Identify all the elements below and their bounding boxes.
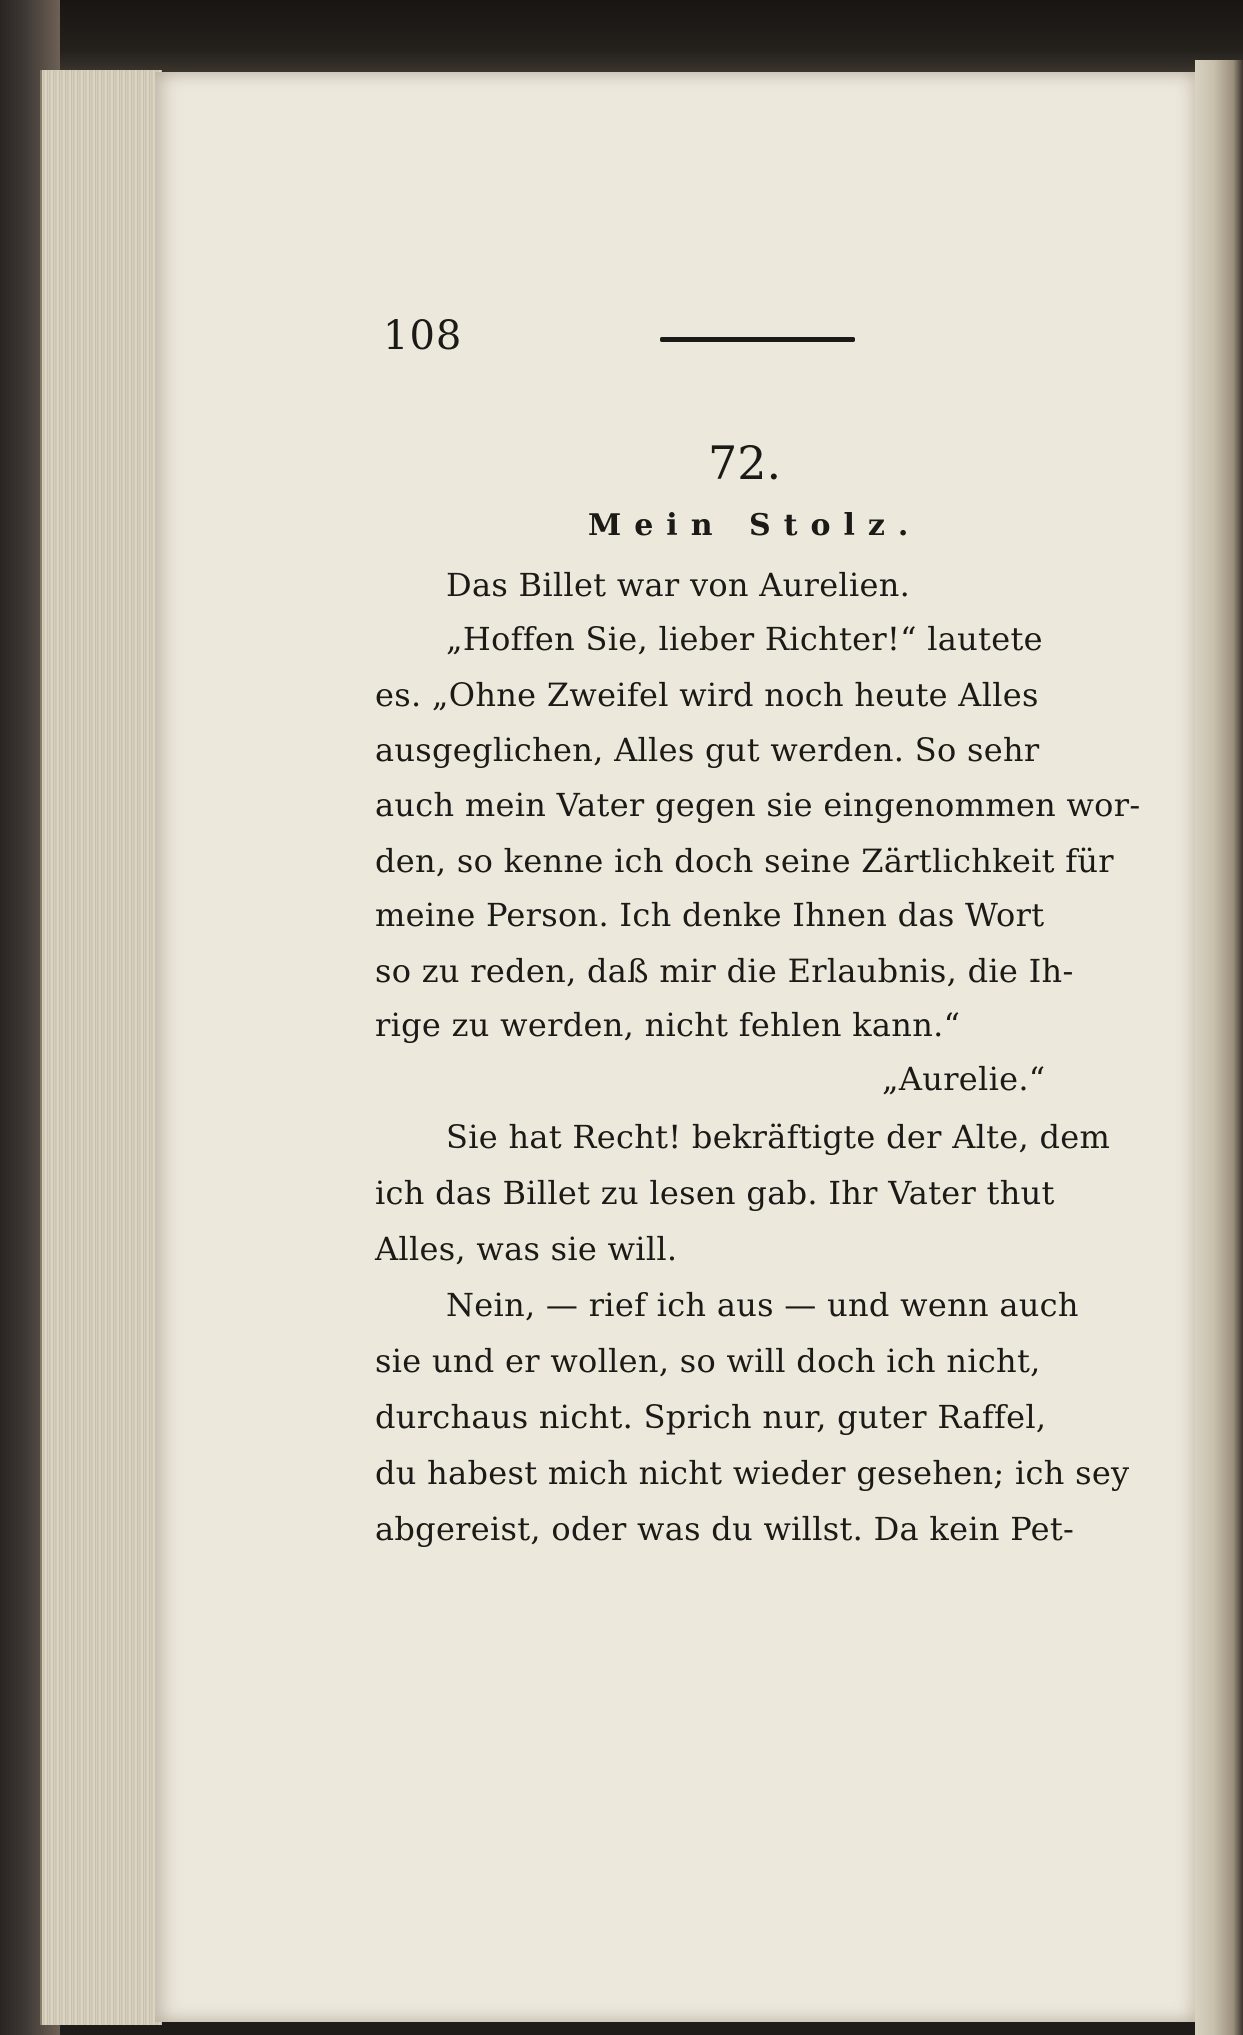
text-line: Nein, — rief ich aus — und wenn auch [446,1286,1079,1324]
text-line: rige zu werden, nicht fehlen kann.“ [375,1006,961,1044]
text-line: durchaus nicht. Sprich nur, guter Raffel, [375,1398,1047,1436]
chapter-number: 72. [708,436,782,490]
book-page [155,72,1195,2022]
page-edges-stack [40,70,162,2025]
page-number: 108 [383,313,463,359]
text-line: es. „Ohne Zweifel wird noch heute Alles [375,676,1039,714]
chapter-title: Mein Stolz. [588,508,922,543]
text-line: meine Person. Ich denke Ihnen das Wort [375,896,1045,934]
text-line: du habest mich nicht wieder gesehen; ich sey [375,1454,1130,1492]
signature-line: „Aurelie.“ [882,1060,1046,1098]
text-line: Sie hat Recht! bekräftigte der Alte, dem [446,1118,1111,1156]
text-line: sie und er wollen, so will doch ich nicht, [375,1342,1041,1380]
text-line: ausgeglichen, Alles gut werden. So sehr [375,731,1040,769]
text-line: den, so kenne ich doch seine Zärtlichkeit für [375,842,1114,880]
scan-background-top [40,0,1243,72]
text-line: so zu reden, daß mir die Erlaubnis, die Ih- [375,952,1074,990]
text-line: Alles, was sie will. [375,1230,678,1268]
header-rule [660,337,855,342]
text-line: auch mein Vater gegen sie eingenommen wor- [375,786,1141,824]
text-line: abgereist, oder was du willst. Da kein Pet- [375,1510,1075,1548]
text-line: Das Billet war von Aurelien. [446,566,911,604]
facing-page-edge [1195,60,1243,2035]
text-line: ich das Billet zu lesen gab. Ihr Vater thut [375,1174,1055,1212]
text-line: „Hoffen Sie, lieber Richter!“ lautete [446,620,1043,658]
